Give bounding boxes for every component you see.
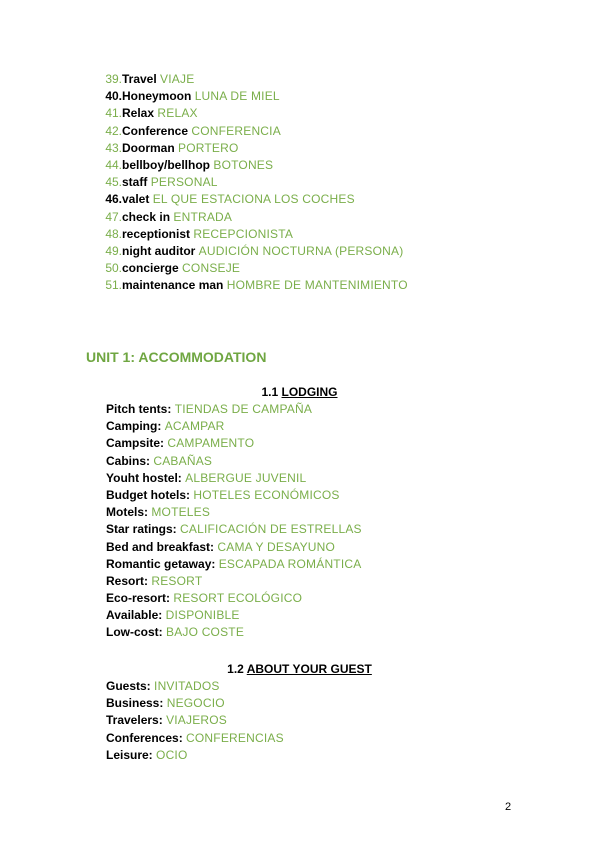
english-term: Youht hostel: — [106, 470, 182, 485]
spanish-translation: CALIFICACIÓN DE ESTRELLAS — [180, 522, 362, 537]
item-number: 45. — [105, 175, 122, 190]
list-item — [96, 140, 408, 157]
section-number: 1.1 — [261, 385, 279, 399]
section-title: ABOUT YOUR GUEST — [246, 662, 372, 676]
spanish-translation: OCIO — [156, 747, 188, 762]
spanish-translation: HOMBRE DE MANTENIMIENTO — [226, 278, 408, 293]
list-item — [106, 730, 284, 747]
list-item — [96, 209, 408, 226]
list-item — [96, 157, 408, 174]
item-number: 42. — [105, 123, 122, 138]
spanish-translation: BOTONES — [213, 157, 274, 172]
spanish-translation: VIAJEROS — [166, 713, 228, 728]
list-item — [106, 539, 362, 556]
item-number: 43. — [105, 140, 122, 155]
item-number: 51. — [105, 278, 122, 293]
list-item — [106, 695, 284, 712]
item-number: 44. — [105, 157, 122, 172]
spanish-translation: DISPONIBLE — [165, 608, 240, 623]
spanish-translation: CONFERENCIAS — [186, 730, 284, 745]
list-item — [106, 418, 362, 435]
list-item — [96, 105, 408, 122]
english-term: Star ratings: — [106, 522, 177, 537]
spanish-translation: ACAMPAR — [164, 419, 225, 434]
english-term: Motels: — [106, 505, 148, 520]
english-term: receptionist — [122, 226, 191, 241]
spanish-translation: CAMPAMENTO — [167, 436, 255, 451]
spanish-translation: RESORT — [151, 573, 203, 588]
spanish-translation: PERSONAL — [150, 175, 218, 190]
english-term: Leisure: — [106, 747, 153, 762]
guest-vocabulary-list — [106, 678, 284, 764]
spanish-translation: MOTELES — [151, 505, 211, 520]
list-item — [106, 470, 362, 487]
english-term: Relax — [122, 106, 155, 121]
list-item — [106, 401, 362, 418]
list-item — [96, 174, 408, 191]
list-item — [106, 747, 284, 764]
spanish-translation: LUNA DE MIEL — [194, 89, 280, 104]
vocabulary-numbered-list — [96, 71, 408, 294]
list-item — [106, 504, 362, 521]
spanish-translation: RESORT ECOLÓGICO — [173, 591, 303, 606]
english-term: Cabins: — [106, 453, 151, 468]
item-number: 40. — [105, 89, 122, 104]
spanish-translation: CABAÑAS — [153, 453, 213, 468]
list-item — [96, 277, 408, 294]
list-item — [106, 607, 362, 624]
english-term: Honeymoon — [122, 89, 192, 104]
unit-title: UNIT 1: ACCOMMODATION — [86, 349, 267, 365]
list-item — [106, 573, 362, 590]
list-item — [96, 260, 408, 277]
list-item — [96, 191, 408, 208]
item-number: 50. — [105, 261, 122, 276]
english-term: staff — [122, 175, 148, 190]
english-term: concierge — [122, 261, 179, 276]
spanish-translation: INVITADOS — [154, 679, 220, 693]
item-number: 47. — [105, 209, 122, 224]
english-term: Travelers: — [106, 713, 163, 728]
list-item — [106, 556, 362, 573]
spanish-translation: ESCAPADA ROMÁNTICA — [218, 556, 362, 571]
item-number: 46. — [105, 192, 122, 207]
english-term: maintenance man — [122, 278, 224, 293]
spanish-translation: HOTELES ECONÓMICOS — [193, 487, 340, 502]
item-number: 41. — [105, 106, 122, 121]
section-number: 1.2 — [227, 662, 244, 676]
spanish-translation: CAMA Y DESAYUNO — [217, 539, 336, 554]
english-term: Budget hotels: — [106, 487, 190, 502]
spanish-translation: NEGOCIO — [166, 696, 225, 711]
english-term: Conference — [122, 123, 189, 138]
english-term: Business: — [106, 696, 164, 711]
list-item — [106, 453, 362, 470]
item-number: 39. — [105, 72, 122, 86]
spanish-translation: VIAJE — [160, 72, 195, 86]
english-term: valet — [122, 192, 150, 207]
section-title: LODGING — [281, 385, 338, 399]
english-term: Low-cost: — [106, 625, 163, 640]
list-item — [106, 521, 362, 538]
item-number: 48. — [105, 226, 122, 241]
section-heading-about-guest — [0, 662, 599, 676]
english-term: Resort: — [106, 573, 149, 588]
spanish-translation: PORTERO — [178, 140, 239, 155]
list-item — [106, 678, 284, 695]
page-number: 2 — [505, 801, 512, 813]
spanish-translation: TIENDAS DE CAMPAÑA — [174, 402, 313, 416]
list-item — [106, 590, 362, 607]
english-term: Conferences: — [106, 730, 183, 745]
list-item — [96, 243, 408, 260]
spanish-translation: CONSEJE — [182, 261, 241, 276]
list-item — [96, 88, 408, 105]
english-term: Guests: — [106, 679, 151, 693]
english-term: Eco-resort: — [106, 591, 171, 606]
english-term: Pitch tents: — [106, 402, 172, 416]
list-item — [106, 435, 362, 452]
list-item — [96, 123, 408, 140]
spanish-translation: BAJO COSTE — [166, 625, 245, 640]
english-term: Camping: — [106, 419, 162, 434]
english-term: Bed and breakfast: — [106, 539, 215, 554]
english-term: Travel — [122, 72, 157, 86]
spanish-translation: EL QUE ESTACIONA LOS COCHES — [152, 192, 355, 207]
spanish-translation: CONFERENCIA — [191, 123, 281, 138]
spanish-translation: ALBERGUE JUVENIL — [185, 470, 307, 485]
list-item — [106, 487, 362, 504]
list-item — [96, 71, 408, 88]
english-term: Romantic getaway: — [106, 556, 216, 571]
english-term: check in — [122, 209, 171, 224]
list-item — [106, 712, 284, 729]
spanish-translation: ENTRADA — [173, 209, 233, 224]
list-item — [106, 624, 362, 641]
english-term: Doorman — [122, 140, 175, 155]
english-term: Available: — [106, 608, 163, 623]
list-item — [96, 226, 408, 243]
english-term: bellboy/bellhop — [122, 157, 211, 172]
spanish-translation: RELAX — [157, 106, 198, 121]
lodging-vocabulary-list — [106, 401, 362, 642]
item-number: 49. — [105, 243, 122, 258]
section-heading-lodging — [0, 385, 599, 399]
spanish-translation: AUDICIÓN NOCTURNA (PERSONA) — [198, 243, 404, 258]
english-term: Campsite: — [106, 436, 165, 451]
spanish-translation: RECEPCIONISTA — [193, 226, 294, 241]
english-term: night auditor — [122, 243, 196, 258]
